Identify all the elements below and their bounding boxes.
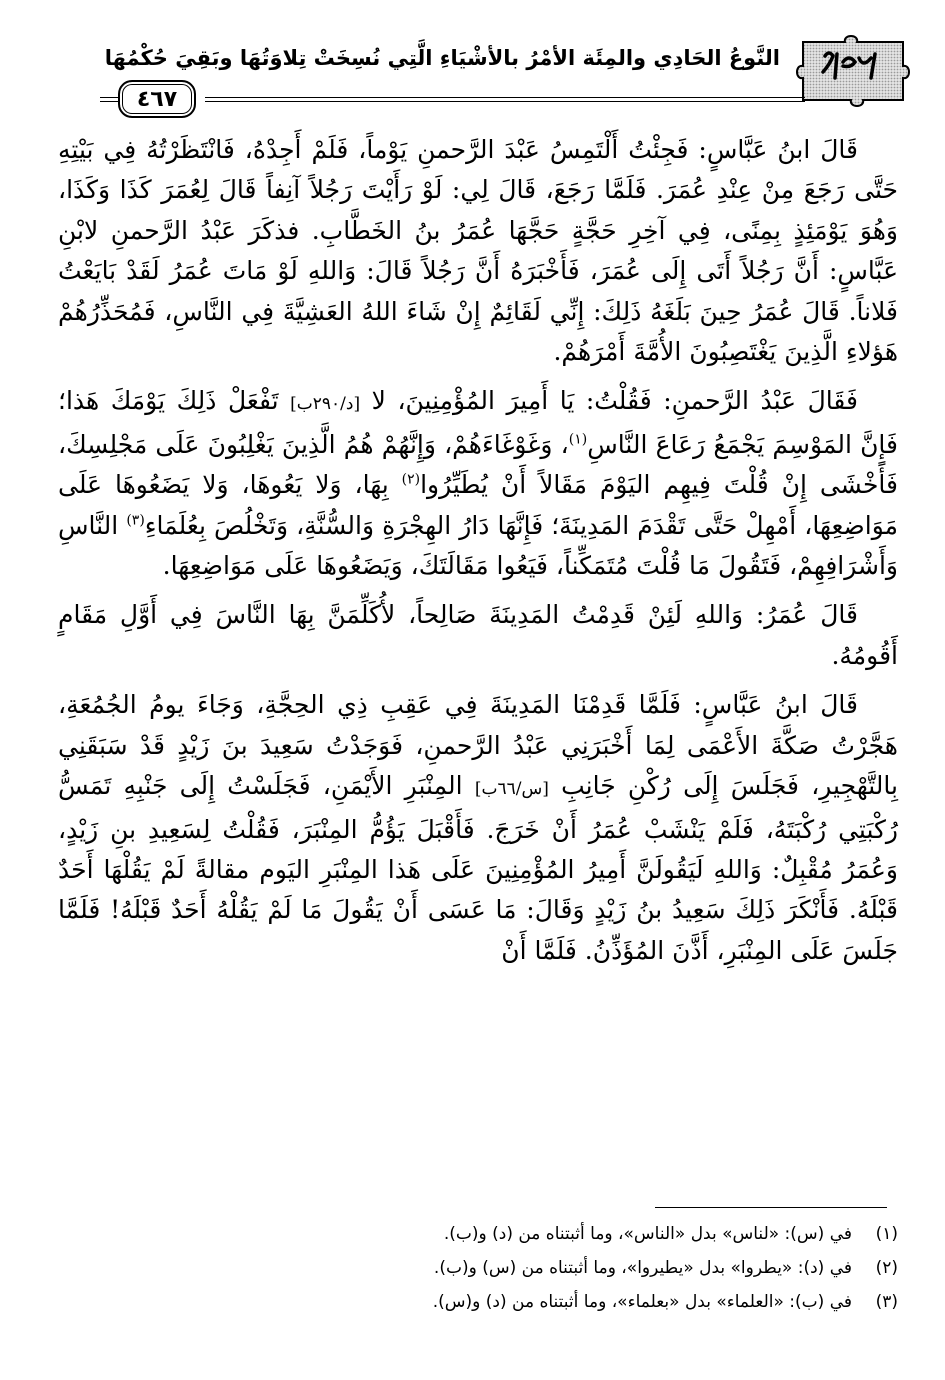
paragraph [58, 685, 898, 971]
footnote-text: في (ب): «العلماء» بدل «بعلماء»، وما أثبتناه من (د) و(س). [432, 1292, 852, 1312]
page-number-frame [118, 80, 228, 116]
footnote-marker[interactable]: (٣) [126, 512, 145, 529]
footnote-text: في (د): «يطروا» بدل «يطيروا»، وما أثبتناه من (س) و(ب). [433, 1258, 852, 1278]
footnote-item [58, 1217, 898, 1251]
header-rule-right-double [205, 101, 805, 102]
puzzle-ornament-icon [785, 32, 915, 110]
footnote-item [58, 1251, 898, 1285]
text-run: تَفْعَلْ ذَلِكَ يَوْمَكَ هَذا؛ فَإِنَّ المَوْسِمَ يَجْمَعُ رَعَاعَ النَّاسِ [58, 386, 898, 459]
footnote-number: (٣) [875, 1292, 898, 1312]
text-run: فَقَالَ عَبْدُ الرَّحمنِ: فَقُلْتُ: يَا أَمِيرَ المُؤْمِنِينَ، لا [360, 386, 858, 416]
running-head-title: النَّوعُ الحَادِي والمِئَة الأمْرُ بالأشْيَاءِ الَّتِي نُسِخَتْ تِلاوَتُهَا وبَقِيَ حُكْمُهَا [104, 46, 780, 70]
manuscript-reference: [د/٢٩٠ب] [290, 394, 361, 415]
page-number: ٤٦٧ [118, 80, 196, 118]
footnotes [58, 1217, 898, 1319]
main-text [58, 130, 898, 971]
text-run: المِنْبَرِ الأَيْمَنِ، فَجَلَسْتُ إِلَى جَنْبِهِ تَمَسُّ رُكْبَتِي رُكْبَتَهُ، فَلَمْ يَنْشَبْ عُمَرُ أَنْ خَرَجَ. فَأَقْبَلَ يَؤُمُّ المِنْبَرَ، فَقُلْتُ لِسَعِيدِ بنِ زَيْدٍ، وَعُمَرُ مُقْبِلٌ: وَاللهِ لَيَقُولَنَّ أَمِيرُ المُؤْمِنِينَ عَلَى هَذا المِنْبَرِ اليَوم مقالةً لَمْ يَقُلْهَا أَحَدٌ قَبْلَهُ. فَأَنْكَرَ ذَلِكَ سَعِيدُ بنُ زَيْدٍ وَقَالَ: مَا عَسَى أَنْ يَقُولَ مَا لَمْ يَقُلْهُ أَحَدٌ قَبْلَهُ! فَلَمَّا جَلَسَ عَلَى المِنْبَرِ، أَذَّنَ المُؤَذِّنُ. فَلَمَّا أَنْ [58, 771, 898, 965]
text-run: قَالَ ابنُ عَبَّاسٍ: فَجِئْتُ أَلْتَمِسُ عَبْدَ الرَّحمنِ يَوْماً، فَلَمْ أَجِدْهُ، فَانْتَظَرْتُهُ فِي بَيْتِهِ حَتَّى رَجَعَ مِنْ عِنْدِ عُمَرَ. فَلَمَّا رَجَعَ، قَالَ لِي: لَوْ رَأَيْتَ رَجُلاً آنِفاً قَالَ لِعُمَرَ كَذَا وَكَذَا، وَهُوَ يَوْمَئِذٍ بِمِنًى، فِي آخِرِ حَجَّةٍ حَجَّهَا عُمَرُ بنُ الخَطَّابِ. فذكَرَ عَبْدُ الرَّحمنِ لابْنِ عَبَّاسٍ: أَنَّ رَجُلاً أَتَى إِلَى عُمَرَ، فَأَخْبَرَهُ أَنَّ رَجُلاً قَالَ: وَاللهِ لَوْ مَاتَ عُمَرُ لَقَدْ بَايَعْتُ فَلاناً. قَالَ عُمَرُ حِينَ بَلَغَهُ ذَلِكَ: إِنِّي لَقَائِمٌ إِنْ شَاءَ اللهُ العَشِيَّةَ فِي النَّاسِ، فَمُحَذِّرُهُمْ هَؤلاءِ الَّذِينَ يَغْتَصِبُونَ الأُمَّةَ أَمْرَهُمْ. [58, 135, 898, 367]
footnote-marker[interactable]: (٢) [401, 471, 421, 488]
text-run: قَالَ ابنُ عَبَّاسٍ: فَلَمَّا قَدِمْنَا المَدِينَةَ فِي عَقِبِ ذِي الحِجَّةِ، وَجَاءَ يومُ الجُمُعَةِ، هَجَّرْتُ صَكَّةَ الأَعْمَى لِمَا أَخْبَرَنِي عَبْدُ الرَّحمنِ، فَوَجَدْتُ سَعِيدَ بنَ زَيْدٍ قَدْ سَبَقَنِي بِالتَّهْجِيرِ، فَجَلَسَ إِلَى رُكْنِ جَانِبِ [58, 690, 898, 801]
page-header [0, 0, 945, 120]
footnote-number: (٢) [875, 1258, 898, 1278]
paragraph [58, 595, 898, 676]
paragraph [58, 381, 898, 586]
footnote-number: (١) [875, 1224, 898, 1244]
text-run: ، وَغَوْغَاءَهُمْ، وَإِنَّهُمْ هُمُ الَّذِينَ يَغْلِبُونَ عَلَى مَجْلِسِكَ، فَأَخْشَى إِنْ قُلْتَ فِيهِم اليَوْمَ مَقَالاً أَنْ يُطَيِّرُوا [58, 429, 898, 500]
text-run: النَّاسِ وَأَشْرَافِهِمْ، فَتَقُولَ مَا قُلْتَ مُتَمَكِّناً، فَيَعُوا مَقَالَتَكَ، وَيَضَعُوهَا عَلَى مَوَاضِعِهَا. [58, 510, 898, 581]
paragraph [58, 130, 898, 372]
text-run: بِهَا، وَلا يَعُوهَا، وَلا يَضَعُوهَا عَلَى مَوَاضِعِهَا، أَمْهِلْ حَتَّى تَقْدَمَ المَدِينَةَ؛ فَإِنَّهَا دَارُ الهِجْرَةِ وَالسُّنَّةِ، وَتَخْلُصَ بِعُلَمَاءِ [58, 470, 898, 540]
manuscript-reference: [س/٦٦ب] [474, 779, 549, 800]
footnote-item [58, 1285, 898, 1319]
footnote-marker[interactable]: (١) [568, 431, 588, 448]
footnote-separator [655, 1207, 887, 1208]
footnote-text: في (س): «لناس» بدل «الناس»، وما أثبتناه من (د) و(ب). [443, 1224, 852, 1244]
header-rule-right [205, 97, 805, 98]
text-run: قَالَ عُمَرُ: وَاللهِ لَئِنْ قَدِمْتُ المَدِينَةَ صَالِحاً، لأُكَلِّمَنَّ بِهَا النَّاسَ فِي أَوَّلِ مَقَامٍ أَقُومُهُ. [58, 600, 898, 670]
